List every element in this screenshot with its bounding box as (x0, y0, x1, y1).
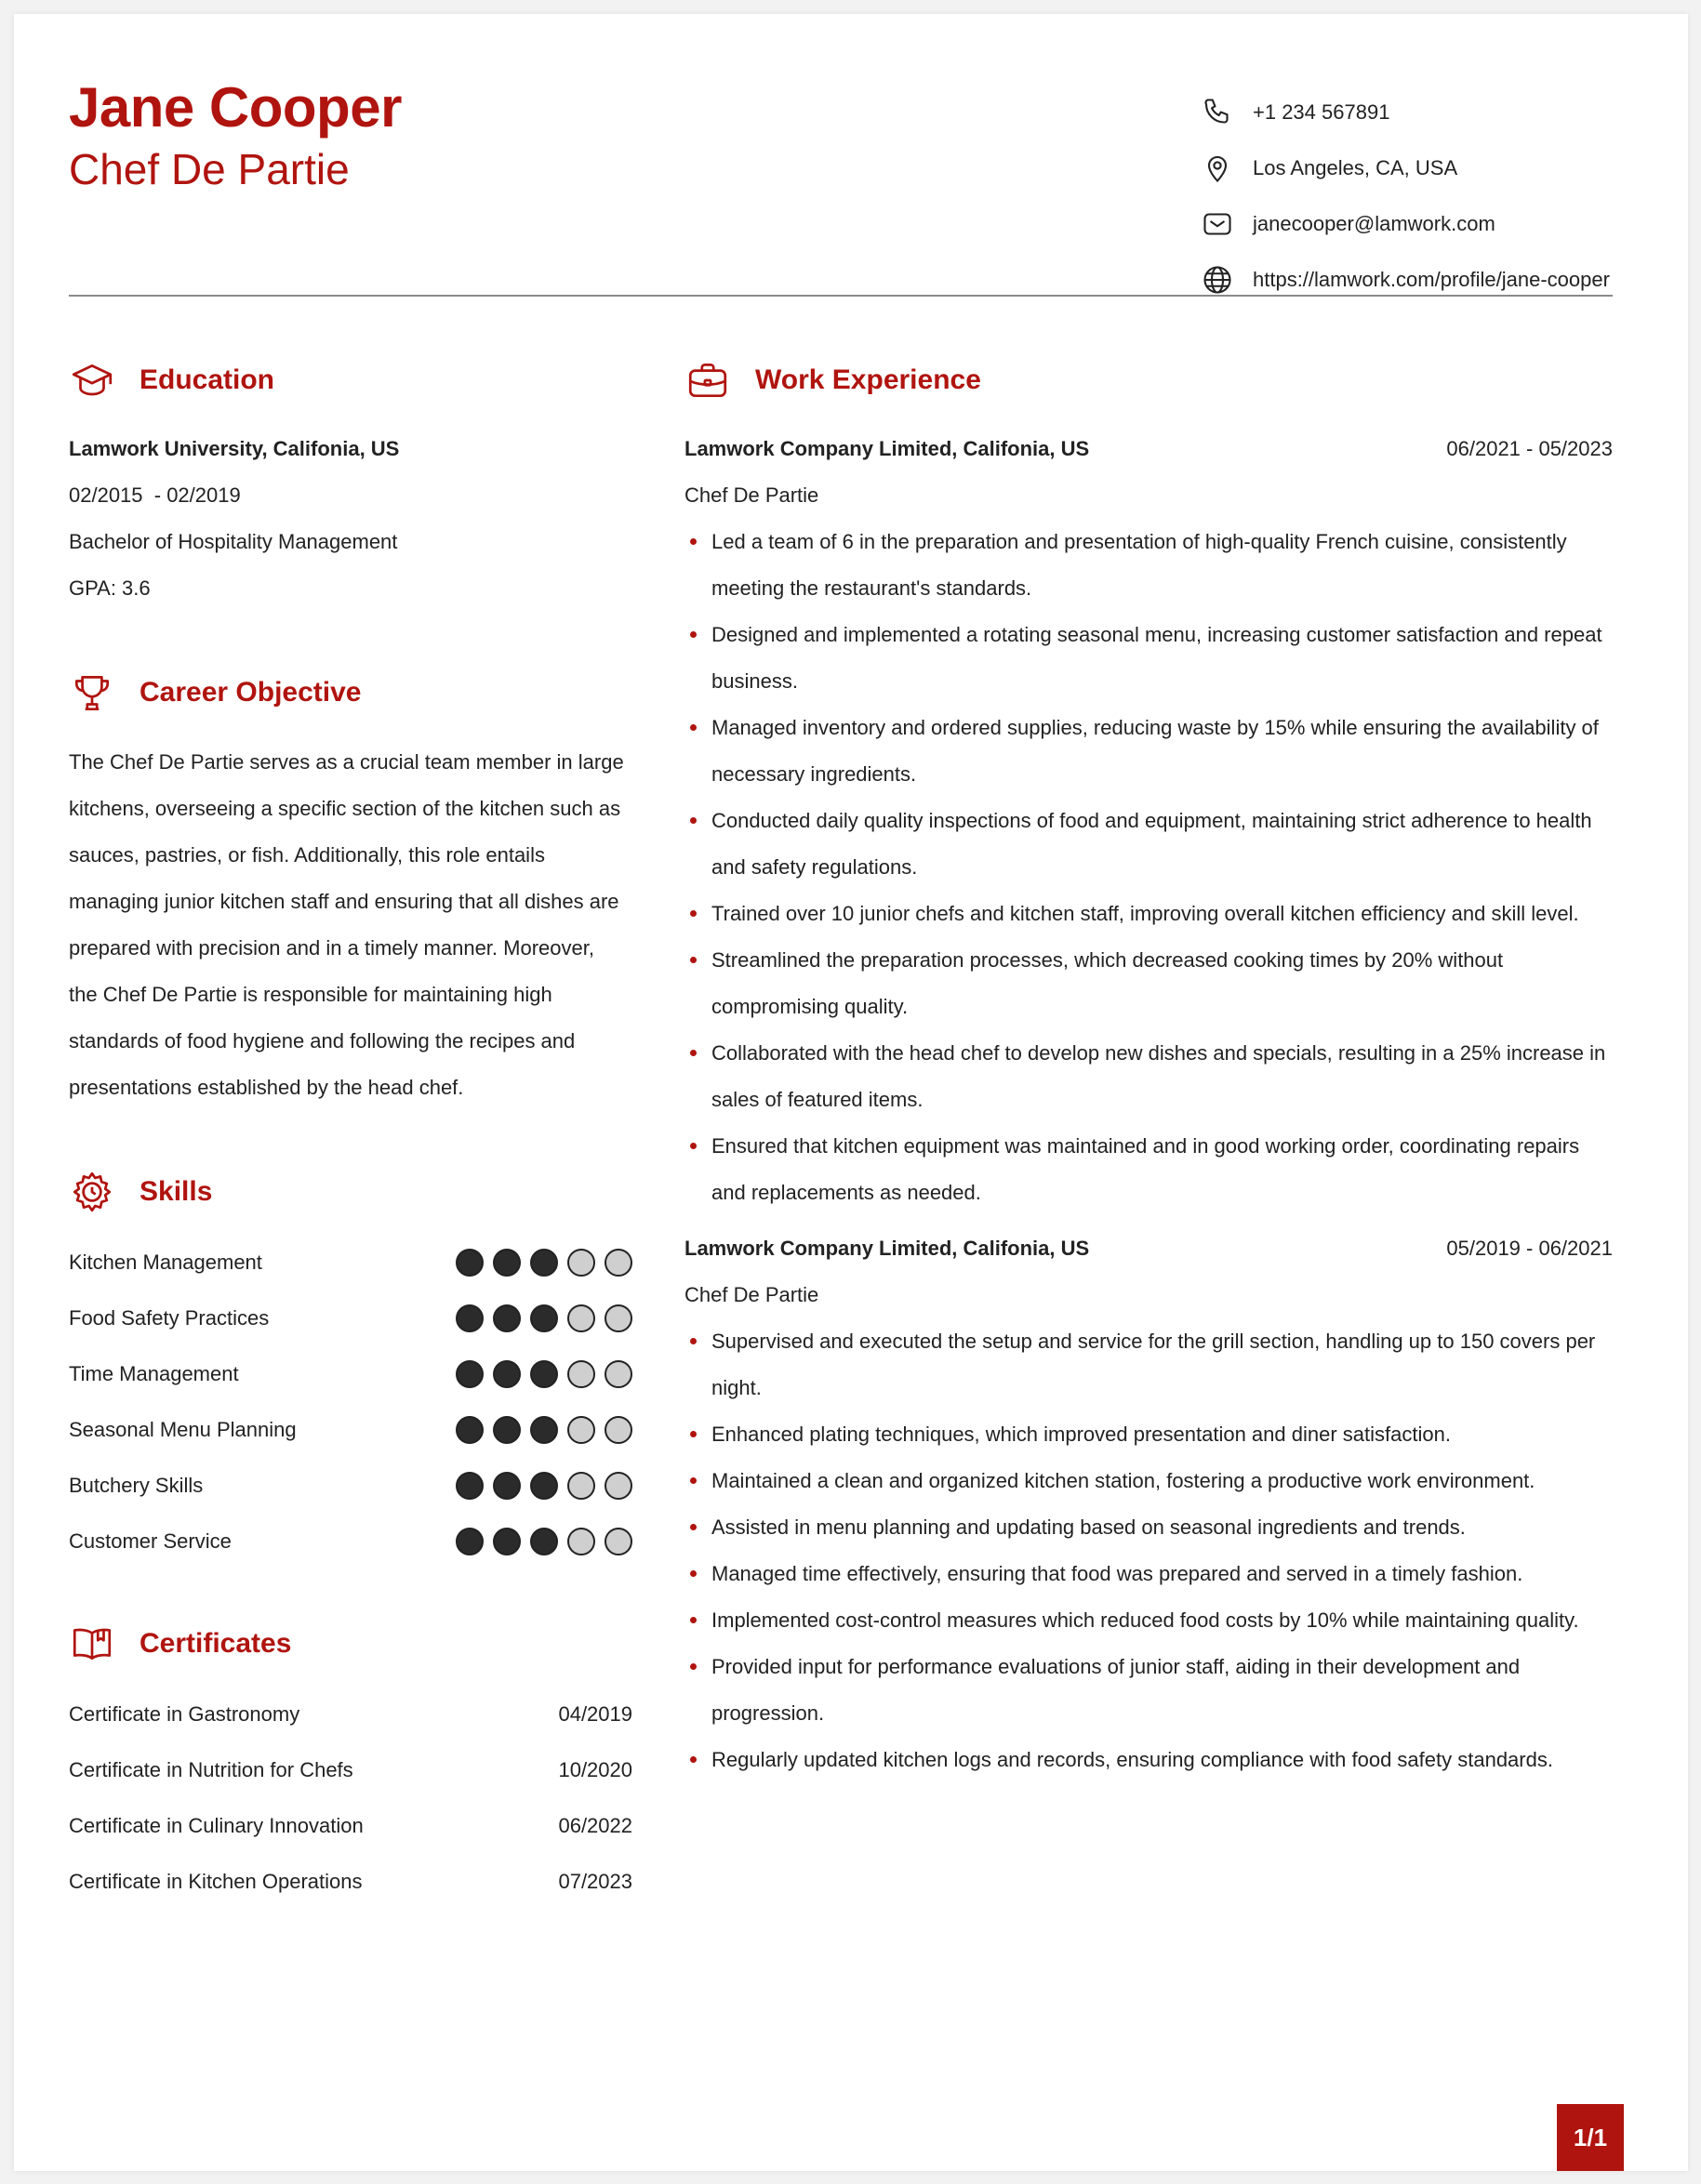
list-item: Provided input for performance evaluations of junior staff, aiding in their development and progression. (684, 1644, 1615, 1737)
certificate-date: 06/2022 (558, 1814, 632, 1837)
candidate-title: Chef De Partie (69, 145, 350, 193)
certificates-heading-text: Certificates (140, 1628, 292, 1659)
job-1-dates: 06/2021 - 05/2023 (1446, 437, 1613, 460)
skill-row (69, 1402, 632, 1458)
rating-dot-empty (567, 1416, 595, 1444)
skill-row (69, 1235, 632, 1291)
education-gpa: GPA: 3.6 (69, 576, 151, 600)
rating-dot-filled (493, 1304, 521, 1332)
graduation-cap-icon (69, 357, 115, 404)
skills-heading (69, 1169, 212, 1215)
job-2-dates: 05/2019 - 06/2021 (1446, 1237, 1613, 1260)
certificates-heading (69, 1621, 291, 1667)
education-heading-text: Education (140, 364, 275, 395)
rating-dot-filled (493, 1360, 521, 1388)
location-pin-icon (1201, 152, 1234, 185)
skill-row (69, 1346, 632, 1402)
contact-phone-text: +1 234 567891 (1253, 100, 1390, 124)
job-2-role: Chef De Partie (684, 1283, 819, 1306)
certificate-name: Certificate in Nutrition for Chefs (69, 1758, 353, 1781)
list-item: Implemented cost-control measures which reduced food costs by 10% while maintaining quality. (684, 1597, 1615, 1644)
rating-dot-empty (605, 1304, 632, 1332)
skill-rating (456, 1304, 632, 1332)
list-item: Collaborated with the head chef to develop new dishes and specials, resulting in a 25% increase in sales of featured items. (684, 1030, 1615, 1123)
education-heading (69, 357, 274, 404)
skill-name: Food Safety Practices (69, 1306, 270, 1330)
page-indicator: 1/1 (1557, 2104, 1624, 2171)
rating-dot-empty (567, 1249, 595, 1277)
skill-rating (456, 1360, 632, 1388)
header-divider (69, 295, 1613, 297)
job-2-company: Lamwork Company Limited, Califonia, US (684, 1237, 1090, 1260)
job-1-bullets (684, 519, 1615, 1216)
contact-website (1201, 252, 1647, 308)
phone-icon (1201, 96, 1234, 129)
rating-dot-empty (567, 1528, 595, 1555)
contact-location (1201, 140, 1647, 196)
skill-name: Butchery Skills (69, 1474, 204, 1497)
list-item: Ensured that kitchen equipment was maintained and in good working order, coordinating repairs and replacements as needed. (684, 1123, 1615, 1216)
list-item: Regularly updated kitchen logs and records, ensuring compliance with food safety standards. (684, 1737, 1615, 1783)
list-item: Managed time effectively, ensuring that food was prepared and served in a timely fashion. (684, 1551, 1615, 1597)
education-degree: Bachelor of Hospitality Management (69, 530, 398, 553)
list-item: Designed and implemented a rotating seasonal menu, increasing customer satisfaction and repeat business. (684, 612, 1615, 705)
contact-email (1201, 196, 1647, 252)
work-heading-text: Work Experience (755, 364, 981, 395)
rating-dot-filled (456, 1249, 484, 1277)
skill-name: Time Management (69, 1362, 239, 1385)
list-item: Managed inventory and ordered supplies, reducing waste by 15% while ensuring the availability of necessary ingredients. (684, 705, 1615, 798)
briefcase-icon (684, 357, 731, 404)
list-item: Enhanced plating techniques, which improved presentation and diner satisfaction. (684, 1411, 1615, 1458)
globe-icon (1201, 263, 1234, 297)
contact-phone (1201, 85, 1647, 140)
job-2-header (684, 1225, 1613, 1272)
rating-dot-filled (530, 1304, 558, 1332)
contact-website-text[interactable]: https://lamwork.com/profile/jane-cooper (1253, 268, 1610, 291)
rating-dot-filled (530, 1249, 558, 1277)
certificate-name: Certificate in Kitchen Operations (69, 1870, 363, 1893)
rating-dot-empty (605, 1416, 632, 1444)
list-item: Maintained a clean and organized kitchen station, fostering a productive work environment. (684, 1458, 1615, 1504)
objective-text: The Chef De Partie serves as a crucial team member in large kitchens, overseeing a specific section of the kitchen such as sauces, pastries, or fish. Additionally, this role entails managing junior kitchen staff and ensuring that all dishes are prepared with precision and in a timely manner. Moreover, the Chef De Partie is responsible for maintaining high standards of food hygiene and following the recipes and presentations established by the head chef. (69, 750, 624, 1099)
work-heading (684, 357, 981, 404)
list-item: Trained over 10 junior chefs and kitchen staff, improving overall kitchen efficiency and skill level. (684, 891, 1615, 937)
rating-dot-empty (567, 1472, 595, 1500)
gear-clock-icon (69, 1169, 115, 1215)
certificate-row (69, 1687, 632, 1742)
certificate-row (69, 1742, 632, 1798)
job-2-bullets (684, 1318, 1615, 1783)
rating-dot-filled (530, 1360, 558, 1388)
rating-dot-filled (456, 1472, 484, 1500)
certificate-row (69, 1798, 632, 1854)
contact-email-text[interactable]: janecooper@lamwork.com (1253, 212, 1495, 235)
list-item: Streamlined the preparation processes, which decreased cooking times by 20% without compromising quality. (684, 937, 1615, 1030)
objective-heading-text: Career Objective (140, 677, 362, 708)
email-icon (1201, 207, 1234, 241)
rating-dot-filled (530, 1416, 558, 1444)
rating-dot-filled (456, 1416, 484, 1444)
rating-dot-filled (530, 1528, 558, 1555)
rating-dot-filled (493, 1528, 521, 1555)
rating-dot-filled (456, 1304, 484, 1332)
rating-dot-filled (456, 1528, 484, 1555)
trophy-icon (69, 669, 115, 716)
skill-name: Kitchen Management (69, 1251, 262, 1274)
certificate-date: 07/2023 (558, 1870, 632, 1893)
skill-name: Customer Service (69, 1529, 232, 1553)
skill-rating (456, 1528, 632, 1555)
skill-rating (456, 1249, 632, 1277)
rating-dot-filled (493, 1416, 521, 1444)
contact-list (1201, 85, 1647, 308)
objective-heading (69, 669, 361, 716)
skill-name: Seasonal Menu Planning (69, 1418, 297, 1441)
list-item: Conducted daily quality inspections of food and equipment, maintaining strict adherence to health and safety regulations. (684, 798, 1615, 891)
certificate-date: 04/2019 (558, 1702, 632, 1726)
list-item: Assisted in menu planning and updating based on seasonal ingredients and trends. (684, 1504, 1615, 1551)
rating-dot-empty (605, 1472, 632, 1500)
job-1-role: Chef De Partie (684, 483, 819, 507)
rating-dot-filled (530, 1472, 558, 1500)
skill-rating (456, 1416, 632, 1444)
list-item: Supervised and executed the setup and service for the grill section, handling up to 150 covers per night. (684, 1318, 1615, 1411)
rating-dot-filled (493, 1472, 521, 1500)
skill-row (69, 1514, 632, 1569)
candidate-name: Jane Cooper (69, 76, 402, 139)
certificate-name: Certificate in Gastronomy (69, 1702, 300, 1726)
certificate-date: 10/2020 (558, 1758, 632, 1781)
list-item: Led a team of 6 in the preparation and presentation of high-quality French cuisine, consistently meeting the restaurant's standards. (684, 519, 1615, 612)
resume-page (14, 14, 1688, 2171)
rating-dot-filled (456, 1360, 484, 1388)
skill-row (69, 1291, 632, 1346)
rating-dot-empty (605, 1528, 632, 1555)
certificate-row (69, 1854, 632, 1910)
rating-dot-empty (567, 1304, 595, 1332)
skill-rating (456, 1472, 632, 1500)
rating-dot-empty (605, 1249, 632, 1277)
rating-dot-empty (605, 1360, 632, 1388)
certificate-name: Certificate in Culinary Innovation (69, 1814, 364, 1837)
rating-dot-empty (567, 1360, 595, 1388)
education-dates: 02/2015 - 02/2019 (69, 483, 241, 507)
skills-heading-text: Skills (140, 1176, 213, 1207)
open-book-icon (69, 1621, 115, 1667)
education-school: Lamwork University, Califonia, US (69, 437, 400, 460)
contact-location-text: Los Angeles, CA, USA (1253, 156, 1458, 179)
skill-row (69, 1458, 632, 1514)
rating-dot-filled (493, 1249, 521, 1277)
job-1-header (684, 426, 1613, 472)
job-1-company: Lamwork Company Limited, Califonia, US (684, 437, 1090, 460)
